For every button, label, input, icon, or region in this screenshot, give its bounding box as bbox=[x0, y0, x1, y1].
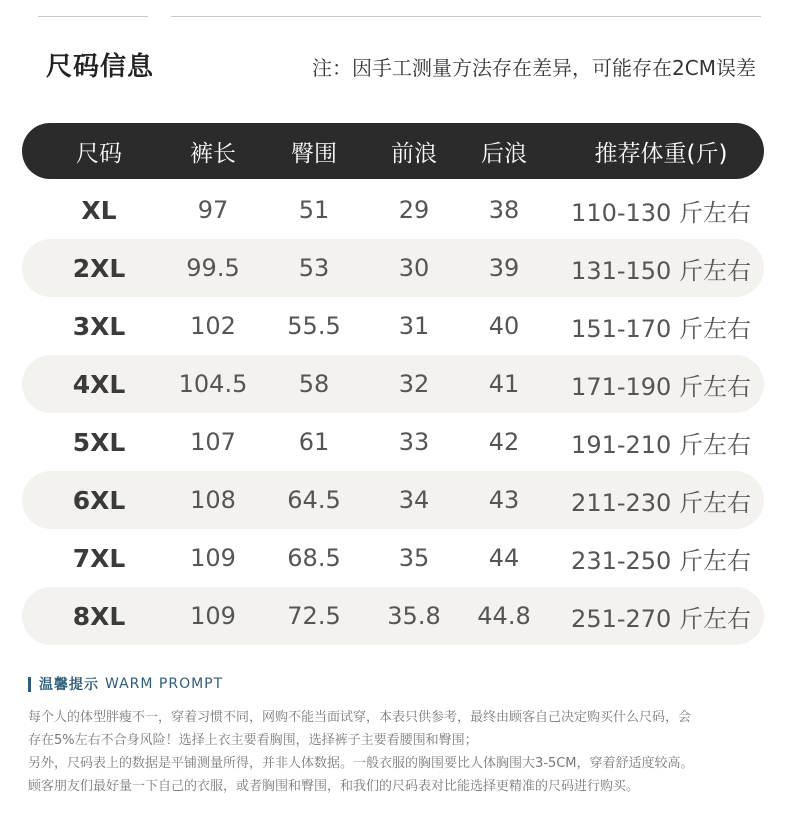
length-cell: 109 bbox=[190, 602, 236, 630]
hip-cell: 61 bbox=[298, 428, 330, 456]
front-rise-cell: 29 bbox=[398, 196, 430, 224]
front-rise-cell: 33 bbox=[398, 428, 430, 456]
length-cell: 102 bbox=[190, 312, 236, 340]
back-rise-cell: 40 bbox=[488, 312, 520, 340]
length-cell: 97 bbox=[197, 196, 229, 224]
table-row bbox=[22, 181, 764, 239]
back-rise-cell: 38 bbox=[488, 196, 520, 224]
divider-right bbox=[171, 16, 761, 17]
column-header-weight: 推荐体重(斤) bbox=[594, 140, 728, 167]
front-rise-cell: 32 bbox=[398, 370, 430, 398]
size-cell: 7XL bbox=[72, 543, 126, 573]
front-rise-cell: 30 bbox=[398, 254, 430, 282]
back-rise-cell: 43 bbox=[488, 486, 520, 514]
hip-cell: 68.5 bbox=[287, 544, 341, 572]
hip-cell: 55.5 bbox=[287, 312, 341, 340]
length-cell: 99.5 bbox=[186, 254, 240, 282]
length-cell: 107 bbox=[190, 428, 236, 456]
size-cell: 2XL bbox=[72, 253, 126, 283]
warm-prompt-section bbox=[28, 674, 780, 798]
weight-cell: 231-250 斤左右 bbox=[571, 546, 751, 575]
table-row bbox=[22, 297, 764, 355]
measurement-note: 注：因手工测量方法存在差异，可能存在2CM误差 bbox=[312, 56, 756, 80]
front-rise-cell: 31 bbox=[398, 312, 430, 340]
column-header-back-rise: 后浪 bbox=[481, 140, 527, 167]
size-cell: 6XL bbox=[72, 485, 126, 515]
back-rise-cell: 41 bbox=[488, 370, 520, 398]
page-title: 尺码信息 bbox=[46, 52, 155, 82]
length-cell: 104.5 bbox=[178, 370, 248, 398]
weight-cell: 171-190 斤左右 bbox=[571, 372, 751, 401]
column-header-hip: 臀围 bbox=[291, 140, 337, 167]
hip-cell: 72.5 bbox=[287, 602, 341, 630]
warm-prompt-title-en: WARM PROMPT bbox=[105, 676, 224, 692]
table-row bbox=[22, 587, 764, 645]
front-rise-cell: 35 bbox=[398, 544, 430, 572]
divider-left bbox=[38, 16, 148, 17]
back-rise-cell: 44.8 bbox=[477, 602, 531, 630]
size-cell: 5XL bbox=[72, 427, 126, 457]
accent-bar bbox=[28, 677, 31, 692]
hip-cell: 64.5 bbox=[287, 486, 341, 514]
size-table bbox=[22, 123, 764, 645]
size-cell: 4XL bbox=[72, 369, 126, 399]
length-cell: 109 bbox=[190, 544, 236, 572]
column-header-front-rise: 前浪 bbox=[391, 140, 437, 167]
table-header-row bbox=[22, 123, 764, 179]
front-rise-cell: 35.8 bbox=[387, 602, 441, 630]
size-cell: 3XL bbox=[72, 311, 126, 341]
warm-prompt-body bbox=[28, 706, 780, 798]
back-rise-cell: 42 bbox=[488, 428, 520, 456]
table-row bbox=[22, 355, 764, 413]
tip-line: 每个人的体型胖瘦不一，穿着习惯不同，网购不能当面试穿，本表只供参考，最终由顾客自己决定购买什么尺码，会 bbox=[28, 710, 692, 725]
back-rise-cell: 39 bbox=[488, 254, 520, 282]
weight-cell: 151-170 斤左右 bbox=[571, 314, 751, 343]
hip-cell: 53 bbox=[298, 254, 330, 282]
tip-line: 另外，尺码表上的数据是平铺测量所得，并非人体数据。一般衣服的胸围要比人体胸围大3-5CM，穿着舒适度较高。 bbox=[28, 756, 694, 771]
length-cell: 108 bbox=[190, 486, 236, 514]
table-row bbox=[22, 471, 764, 529]
hip-cell: 51 bbox=[298, 196, 330, 224]
front-rise-cell: 34 bbox=[398, 486, 430, 514]
warm-prompt-heading bbox=[28, 674, 780, 694]
column-header-length: 裤长 bbox=[190, 140, 236, 167]
tip-line: 顾客朋友们最好量一下自己的衣服，或者胸围和臀围，和我们的尺码表对比能选择更精准的尺码进行购买。 bbox=[28, 779, 640, 794]
weight-cell: 211-230 斤左右 bbox=[571, 488, 751, 517]
column-header-size: 尺码 bbox=[76, 140, 122, 167]
size-cell: XL bbox=[81, 195, 117, 225]
weight-cell: 191-210 斤左右 bbox=[571, 430, 751, 459]
table-row bbox=[22, 529, 764, 587]
weight-cell: 131-150 斤左右 bbox=[571, 256, 751, 285]
hip-cell: 58 bbox=[298, 370, 330, 398]
tip-line: 存在5%左右不合身风险！选择上衣主要看胸围，选择裤子主要看腰围和臀围； bbox=[28, 733, 478, 748]
weight-cell: 110-130 斤左右 bbox=[571, 198, 751, 227]
size-cell: 8XL bbox=[72, 601, 126, 631]
table-row bbox=[22, 239, 764, 297]
back-rise-cell: 44 bbox=[488, 544, 520, 572]
weight-cell: 251-270 斤左右 bbox=[571, 604, 751, 633]
table-row bbox=[22, 413, 764, 471]
warm-prompt-title-cn: 温馨提示 bbox=[39, 677, 99, 693]
